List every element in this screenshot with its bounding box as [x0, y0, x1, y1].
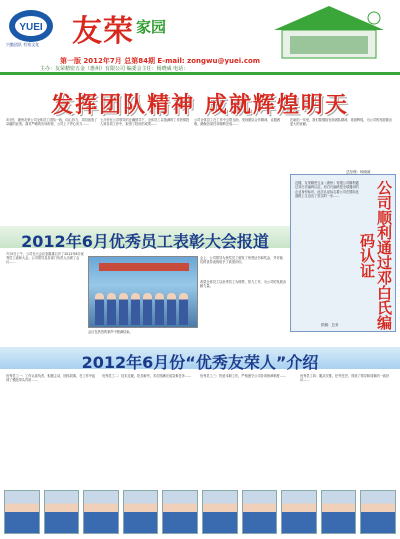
- dnb-article-text: 近期，友荣精密五金（惠州）有限公司顺利通过邓白氏编码认证，邓白氏编码是全球通用的企业身份标识，此次认证标志着公司在国际化道路上又迈出了坚实的一步……: [295, 181, 359, 199]
- logo-text: YUEI: [19, 22, 43, 33]
- excellent-staff-banner: [0, 347, 400, 372]
- article2-col2: 会上，公司领导为获奖员工颁发了荣誉证书和奖金，并对他们的优异表现给予了高度评价。: [200, 256, 283, 265]
- awards-banner: [0, 226, 290, 251]
- newsletter-subtitle: 家园: [136, 18, 167, 36]
- article1-col3: 公司全体员工在工作中互帮互助，发扬团队合作精神，克服困难，确保各项任务顺利完成……: [194, 118, 281, 127]
- photo-person: [131, 293, 140, 325]
- staff-photo: [162, 490, 198, 534]
- company-logo: [6, 6, 56, 46]
- staff-photo: [242, 490, 278, 534]
- staff-photo: [44, 490, 80, 534]
- article2-col3: 希望全体员工以优秀员工为榜样，努力工作，为公司的发展贡献力量。: [200, 280, 287, 289]
- photo-person: [107, 293, 116, 325]
- dnb-certification-box: [290, 174, 396, 332]
- article1-author: 总经理：杨晓威: [346, 170, 371, 174]
- article3-col3: 优秀员工三：热爱本职工作，严格遵守公司各项规章制度……: [200, 374, 287, 378]
- awards-banner-title: 2012年6月优秀员工表彰大会报道: [21, 232, 269, 251]
- staff-photo: [360, 490, 396, 534]
- staff-photo: [321, 490, 357, 534]
- logo-subtext: 兴勤团队 有家文化: [6, 42, 40, 47]
- masthead: [0, 0, 400, 72]
- dnb-article-title: 公司顺利通过邓白氏编码认证: [358, 180, 393, 330]
- staff-photo: [4, 490, 40, 534]
- article3-col2: 优秀员工二：技术过硬，吃苦耐劳，多次圆满完成急难任务……: [102, 374, 192, 378]
- staff-photo-row: [4, 490, 396, 536]
- newsletter-title: 友荣: [72, 14, 134, 49]
- issue-info: 第一版 2012年7月 总第84期 E-mail: zongwu@yuei.com: [60, 57, 261, 65]
- publisher-info: 主办：友荣精密五金（惠州）有限公司 编委会主任：杨晓威 电话：: [40, 66, 189, 72]
- photo-person: [143, 293, 152, 325]
- article2-col1: 7月5日上午，公司在大会议室隆重召开了2012年6月优秀员工表彰大会。公司领导及各部门负责人出席了会议……: [6, 252, 84, 265]
- staff-photo: [83, 490, 119, 534]
- photo-person: [167, 293, 176, 325]
- header-divider: [0, 72, 400, 75]
- article1-col1: 3月份，惠州友荣公司全体员工团结一致，同心协力，共同创造了卓越的业绩。面对严峻的市场形势，公司上下齐心协力……: [6, 118, 98, 127]
- photo-stage-banner: [99, 263, 189, 271]
- article1-col4: 在新的一年里，我们要继续发扬团队精神，再创辉煌，为公司的发展做出更大的贡献。: [290, 118, 392, 127]
- staff-photo: [123, 490, 159, 534]
- excellent-staff-title: 2012年6月份“优秀友荣人”介绍: [81, 353, 319, 372]
- article1-col2: 七月份在公司领导的正确领导下，全体员工以饱满的工作热情投入到各项工作中，取得了较好的成绩……: [100, 118, 190, 127]
- photo-person: [119, 293, 128, 325]
- awards-ceremony-photo: [88, 256, 198, 328]
- staff-photo: [202, 490, 238, 534]
- photo-person: [179, 293, 188, 325]
- article3-col1: 优秀员工一：工作认真负责，积极主动，团结同事，在工作中起到了模范带头作用……: [6, 374, 96, 383]
- dnb-article-author: 供稿：总务: [321, 323, 339, 327]
- photo-people-group: [95, 287, 193, 325]
- photo-person: [155, 293, 164, 325]
- staff-photo: [281, 490, 317, 534]
- article3-col4: 优秀员工四：服从安排，任劳任怨，得到了领导和同事的一致好评……: [300, 374, 390, 383]
- article2-col4: 会议在热烈的掌声中圆满结束。: [88, 330, 133, 334]
- house-illustration-icon: [264, 2, 394, 60]
- photo-person: [95, 293, 104, 325]
- headline-team-spirit: 发挥团队精神 成就辉煌明天: [51, 93, 349, 118]
